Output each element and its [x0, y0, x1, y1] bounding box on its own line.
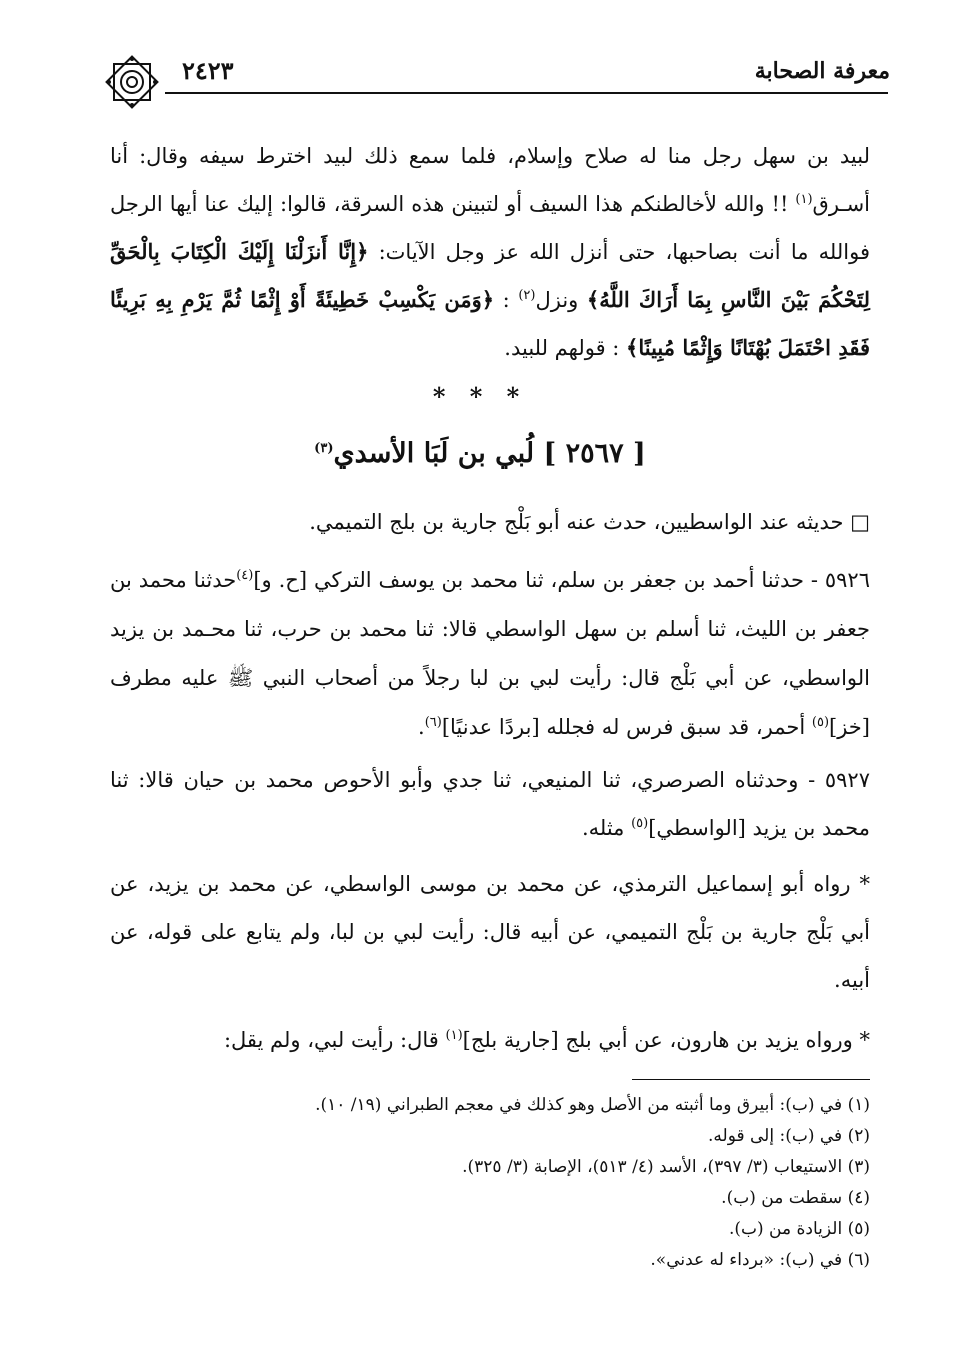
footnote-ref: (١): [795, 192, 813, 207]
entry-intro-text: □ حديثه عند الواسطيين، حدث عنه أبو بَلْج جارية بن بلج التميمي.: [309, 510, 870, 534]
narration-text: * ورواه يزيد بن هارون، عن أبي بلج [جارية بلج]: [462, 1028, 870, 1052]
narration-text: * رواه أبو إسماعيل الترمذي، عن محمد بن موسى الواسطي، عن محمد بن يزيد، عن أبي بَلْج جارية بن بَلْج التميمي، عن أبيه قال: رأيت لبي بن لبا، ولم يتابع على قوله، عن أبيه.: [110, 872, 870, 992]
footnote-2: (٢) في (ب): إلى قوله.: [708, 1126, 870, 1146]
quran-quote: ﴿إِنَّا أَنزَلْنَا إِلَيْكَ الْكِتَابَ بِالْحَقِّ لِتَحْكُمَ بَيْنَ النَّاسِ بِمَا أَرَاكَ اللَّهُ﴾: [110, 239, 870, 312]
hadith-5926: [110, 556, 870, 752]
paragraph-text: :: [494, 288, 519, 312]
footnote-ref: (١): [445, 1028, 463, 1043]
hadith-text: .: [418, 715, 425, 739]
footnote-rule: [632, 1079, 870, 1080]
paragraph-text: !! والله لأخالطنكم هذا السيف أو لتبينن هذه السرقة، قالوا: إليك عنا أيها الرجل فوالله ما أنت بصاحبها، حتى أنزل الله عز وجل الآيات:: [110, 192, 870, 264]
footnote-ref: (٣): [314, 441, 334, 456]
paragraph-intro-story: [110, 132, 870, 372]
paragraph-text: : قولهم للبيد.: [504, 336, 627, 360]
footnote-ref: (٢): [518, 288, 536, 303]
section-separator: * * *: [432, 382, 528, 411]
footnote-6: (٦) في (ب): «برداء له عدني».: [650, 1250, 870, 1270]
narration-text: قال: رأيت لبي، ولم يقل:: [223, 1028, 446, 1052]
footnotes: [110, 1090, 870, 1276]
entry-heading-text: [ ٢٥٦٧ ] لُبي بن لَبَا الأسدي: [333, 438, 646, 469]
hadith-text: أحمر، قد سبق فرس له فجلله [بردًا عدنيًا]: [441, 715, 812, 739]
hadith-text: مثله.: [581, 816, 632, 840]
footnote-ref: (٥): [631, 816, 649, 831]
hadith-text: حدثنا محمد بن جعفر بن الليث، ثنا أسلم بن سهل الواسطي قالا: ثنا محمد بن حرب، ثنا محـمد بن يزيد الواسطي، عن أبي بَلْج قال: رأيت لبي بن لبا رجلاً من أصحاب النبي ﷺ عليه مطرف [خز]: [110, 568, 870, 739]
entry-heading: [0, 438, 960, 469]
header-rule: [165, 92, 888, 94]
page-number: ٢٤٢٣: [182, 56, 234, 85]
footnote-ref: (٦): [424, 715, 442, 730]
footnote-ref: (٥): [811, 715, 830, 730]
entry-intro: [110, 498, 870, 546]
footnote-5: (٥) الزيادة من (ب).: [728, 1219, 870, 1239]
hadith-5927: [110, 756, 870, 852]
narration-tirmidhi: [110, 860, 870, 1004]
paragraph-text: ونزل: [535, 288, 587, 312]
hadith-text: ٥٩٢٧ - وحدثناه الصرصري، ثنا المنيعي، ثنا جدي وأبو الأحوص محمد بن حيان قالا: ثنا محمد بن يزيد [الواسطي]: [110, 768, 870, 840]
paragraph-text: لبيد بن سهل رجل منا له صلاح وإسلام، فلما سمع ذلك لبيد اخترط سيفه وقال: أنا أسـرق: [110, 144, 870, 216]
footnote-1: (١) في (ب): أبيرق وما أثبته من الأصل وهو كذلك في معجم الطبراني (١٩/ ١٠).: [315, 1095, 870, 1115]
quran-quote: ﴿وَمَن يَكْسِبْ خَطِيئَةً أَوْ إِثْمًا ثُمَّ يَرْمِ بِهِ بَرِيئًا فَقَدِ احْتَمَلَ بُهْتَانًا وَإِثْمًا مُبِينًا﴾: [110, 287, 870, 360]
ornament-icon: [100, 50, 164, 114]
footnote-ref: (٤): [236, 568, 254, 583]
running-title: معرفة الصحابة: [754, 58, 890, 84]
hadith-text: ٥٩٢٦ - حدثنا أحمد بن جعفر بن سلم، ثنا محمد بن يوسف التركي [ح. و]: [253, 568, 870, 592]
footnote-3: (٣) الاستيعاب (٣/ ٣٩٧)، الأسد (٤/ ٥١٣)، الإصابة (٣/ ٣٢٥).: [462, 1157, 870, 1177]
footnote-4: (٤) سقطت من (ب).: [721, 1188, 870, 1208]
narration-yazid: [110, 1016, 870, 1064]
